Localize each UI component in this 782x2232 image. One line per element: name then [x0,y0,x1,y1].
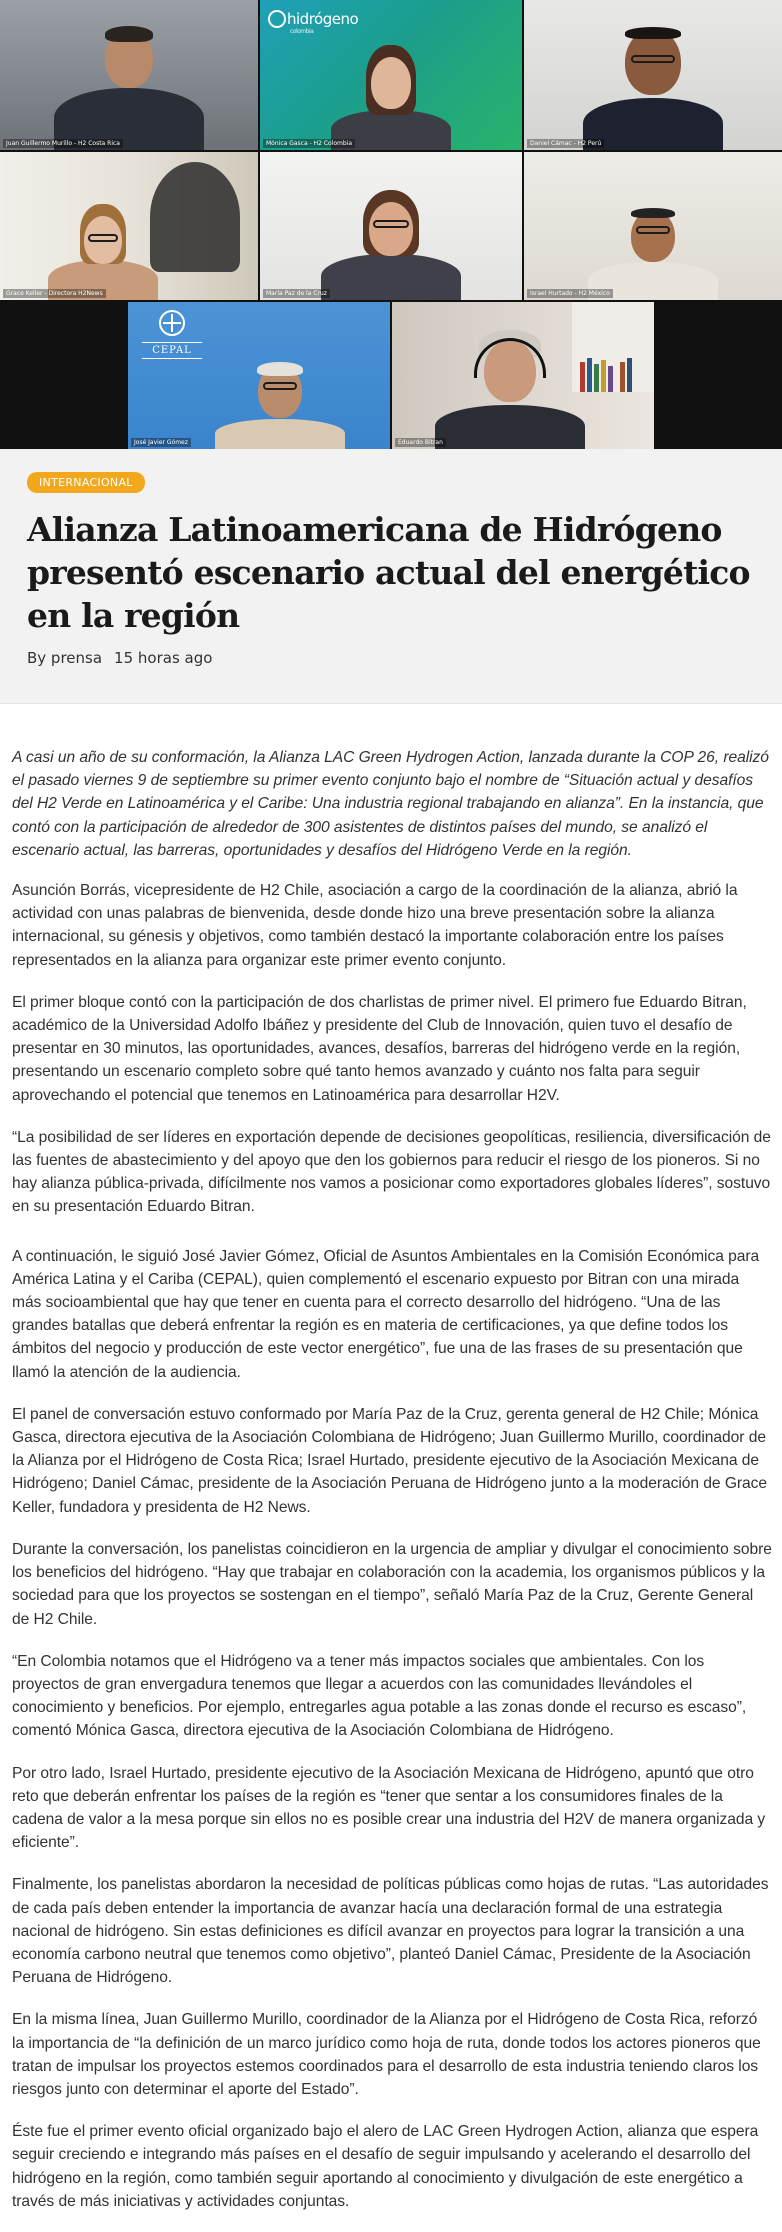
article-header [0,449,782,703]
participant-tile [128,302,390,449]
participant-tile [524,152,782,300]
participant-tile [0,152,258,300]
participant-name: Israel Hurtado - H2 México [527,289,613,298]
article-paragraph: “En Colombia notamos que el Hidrógeno va a tener más impactos sociales que ambientales. Con los proyectos de gran envergadura tenemos que llegar a acuerdos con las comunidades llevándoles el conocimiento y beneficios. Por ejemplo, entregarles agua potable a las zonas donde el recurso es escaso”, comentó Mónica Gasca, directora ejecutiva de la Asociación Colombiana de Hidrógeno. [12,1652,747,1740]
article-paragraph: Éste fue el primer evento oficial organizado bajo el alero de LAC Green Hydrogen Action, alianza que espera seguir creciendo e integrando más países en el desafío de seguir impulsando y acelerando el desarrollo del hidrógeno en la región, como también seguir aportando al conocimiento y divulgación de este energético a través de más iniciativas y actividades conjuntas. [12,2123,759,2210]
hidrogeno-logo: hidrógeno colombia [268,10,358,35]
participant-tile [524,0,782,150]
article-paragraph: El panel de conversación estuvo conformado por María Paz de la Cruz, gerenta general de H2 Chile; Mónica Gasca, directora ejecutiva de la Asociación Colombiana de Hidrógeno; Juan Guillermo Murillo, coordinador de la Alianza por el Hidrógeno de Costa Rica; Israel Hurtado, presidente ejecutivo de la Asociación Mexicana de Hidrógeno; Daniel Cámac, presidente de la Asociación Peruana de Hidrógeno junto a la moderación de Grace Keller, fundadora y presidenta de H2 News. [12,1405,768,1516]
article-paragraph: Durante la conversación, los panelistas coincidieron en la urgencia de ampliar y divulgar el conocimiento sobre los beneficios del hidrógeno. “Hay que trabajar en colaboración con la academia, los organismos públicos y la sociedad para que los proyectos se sostengan en el tiempo”, señaló María Paz de la Cruz, Gerente General de H2 Chile. [12,1540,772,1628]
participant-name: Mónica Gasca - H2 Colombia [263,139,355,148]
article-paragraph: En la misma línea, Juan Guillermo Murillo, coordinador de la Alianza por el Hidrógeno de Costa Rica, reforzó la importancia de “la definición de un marco jurídico como hoja de ruta, donde todos los actores pioneros que tratan de impulsar los proyectos estemos coordinados para el desarrollo de esta industria teniendo claros los riesgos junto con determinar el aporte del Estado”. [12,2011,761,2098]
category-badge[interactable]: INTERNACIONAL [27,472,145,493]
article-title: Alianza Latinoamericana de Hidrógeno presentó escenario actual del energético en la región [27,510,750,635]
participant-name: Grace Keller - Directora H2News [3,289,106,298]
byline [27,649,755,667]
participant-tile [392,302,654,449]
author-link[interactable]: By prensa [27,649,103,667]
article-paragraph: El primer bloque contó con la participación de dos charlistas de primer nivel. El primero fue Eduardo Bitran, académico de la Universidad Adolfo Ibáñez y presidente del Club de Innovación, quien tuvo el desafío de presentar en 30 minutos, las oportunidades, avances, desafíos, barreras del hidrógeno verde en la región, presentando un escenario completo sobre qué tanto hemos avanzado y cuánto nos falta para seguir aprovechando el potencial que tenemos en Latinoamérica para desarrollar H2V. [12,993,747,1104]
participant-tile [260,152,522,300]
participant-name: Eduardo Bitran [395,438,446,447]
article-paragraph: A continuación, le siguió José Javier Gómez, Oficial de Asuntos Ambientales en la Comisión Económica para América Latina y el Cariba (CEPAL), quien complementó el escenario expuesto por Bitran con una mirada más socioambiental que hay que tener en cuenta para el correcto desarrollo del hidrógeno. “Una de las grandes batallas que deberá enfrentar la región es en materia de certificaciones, ya que define todos los ámbitos del negocio y producción de este vector energético”, fue una de las frases de su presentación que llamó la atención de la audiencia. [12,1247,760,1381]
article-paragraph: “La posibilidad de ser líderes en exportación depende de decisiones geopolíticas, resiliencia, diversificación de las fuentes de abastecimiento y del apoyo que den los gobiernos para reducir el riesgo de los pioneros. Si no hay alianza pública-privada, difícilmente nos vamos a posicionar como exportadores globales líderes”, sostuvo en su presentación Eduardo Bitran. [12,1128,771,1216]
article-paragraph: Asunción Borrás, vicepresidente de H2 Chile, asociación a cargo de la coordinación de la alianza, abrió la actividad con unas palabras de bienvenida, desde donde hizo una breve presentación sobre la alianza internacional, su génesis y objetivos, como también destacó la importante colaboración entre los países representados en la alianza para organizar este primer evento conjunto. [12,882,738,969]
article-paragraph: Finalmente, los panelistas abordaron la necesidad de políticas públicas como hojas de rutas. “Las autoridades de cada país deben entender la importancia de avanzar hacía una declaración formal de una estrategia nacional de hidrógeno. Sin estas definiciones es difícil avanzar en proyectos para lograr la transición a una economía carbono neutral que tenemos como objetivo”, planteó Daniel Cámac, Presidente de la Asociación Peruana de Hidrógeno. [12,1876,769,1987]
article-body [0,704,782,2213]
participant-name: Daniel Cámac - H2 Perú [527,139,604,148]
hero-image [0,0,782,449]
participant-name: José Javier Gómez [131,438,191,447]
participant-name: María Paz de la Cruz [263,289,330,298]
cepal-logo: CEPAL [142,310,202,359]
un-emblem-icon [159,310,185,336]
article-lead: A casi un año de su conformación, la Alianza LAC Green Hydrogen Action, lanzada durante la COP 26, realizó el pasado viernes 9 de septiembre su primer evento conjunto bajo el nombre de “Situación actual y desafíos del H2 Verde en Latinoamérica y el Caribe: Una industria regional trabajando en alianza”. En la instancia, que contó con la participación de alrededor de 300 asistentes de distintos países del mundo, se analizó el escenario actual, las barreras, oportunidades y desafíos del Hidrógeno Verde en la región. [12,749,769,859]
article-paragraph: Por otro lado, Israel Hurtado, presidente ejecutivo de la Asociación Mexicana de Hidrógeno, apuntó que otro reto que deberán enfrentar los países de la región es “tener que sentar a los consumidores finales de la cadena de valor a la mesa porque sin ellos no es posible crear una industria del H2V de manera organizada y eficiente”. [12,1764,766,1852]
participant-tile [260,0,522,150]
publish-time: 15 horas ago [114,649,213,667]
participant-name: Juan Guillermo Murillo - H2 Costa Rica [3,139,123,148]
participant-tile [0,0,258,150]
